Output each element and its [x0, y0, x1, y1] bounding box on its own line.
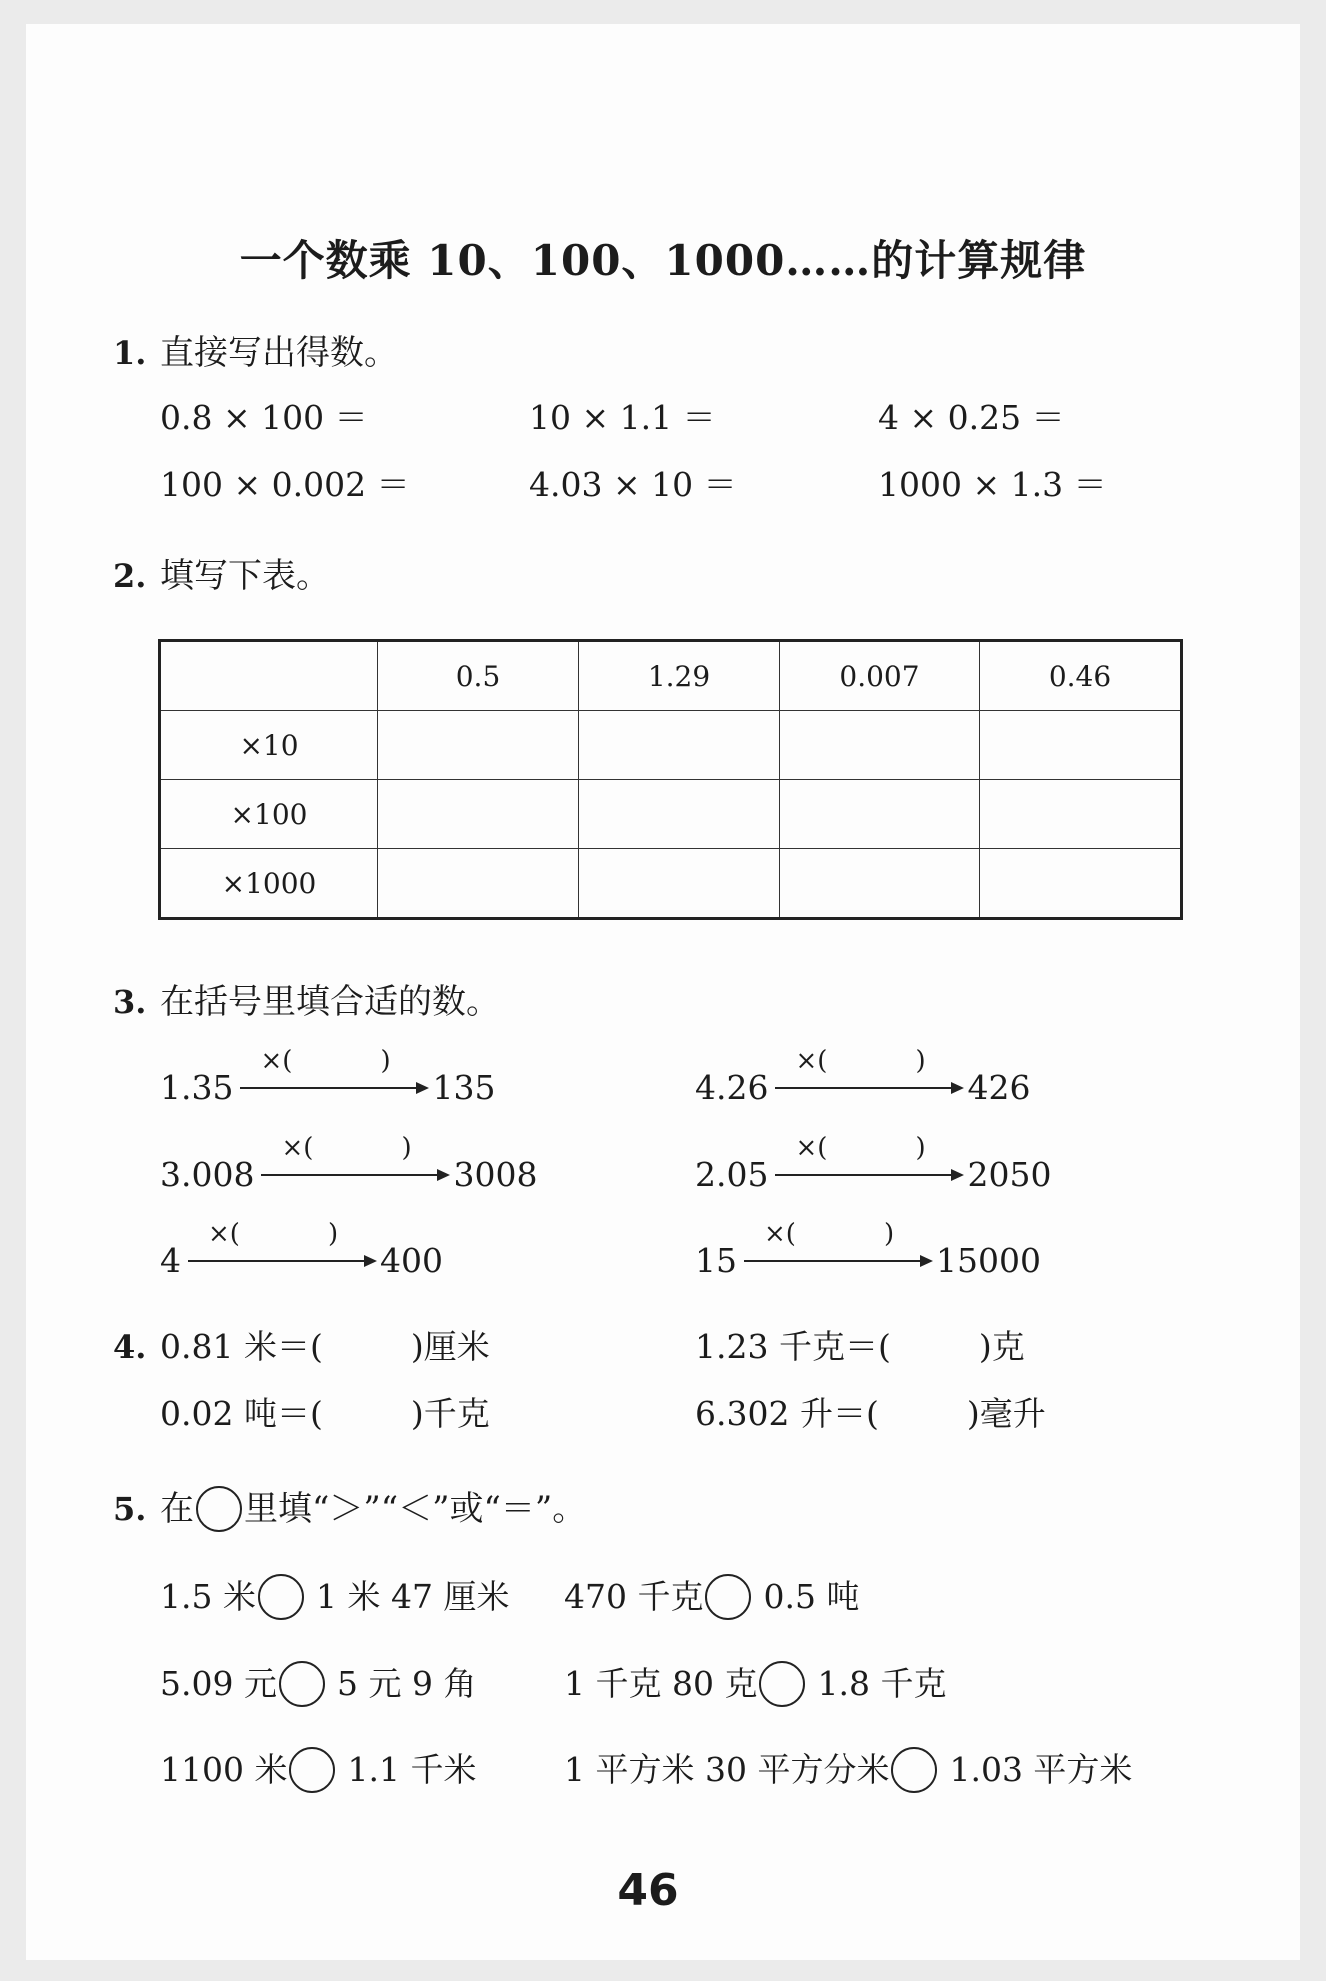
table-answer-cell — [378, 780, 579, 849]
table-row — [160, 780, 1182, 849]
compare-circle-icon — [289, 1747, 335, 1793]
q4-unit-problem — [113, 1327, 490, 1367]
compare-left: 1 平方米 30 平方分米 — [564, 1750, 890, 1789]
compare-right: 0.5 吨 — [763, 1577, 860, 1616]
compare-circle-icon — [196, 1486, 242, 1532]
arrow-to-value: 135 — [432, 1068, 496, 1107]
q1-prompt: 直接写出得数。 — [160, 333, 398, 373]
q5-prompt-before: 在 — [160, 1489, 194, 1529]
table-corner-cell — [160, 641, 378, 711]
arrow-operator-open: ×( — [795, 1046, 828, 1076]
unit-problem-after: )千克 — [410, 1394, 490, 1433]
unit-problem-before: 0.81 米＝( — [160, 1327, 323, 1366]
q3-number: 3. — [113, 983, 147, 1021]
arrow-icon — [240, 1046, 429, 1108]
arrow-to-value: 426 — [967, 1068, 1031, 1107]
unit-problem-before: 6.302 升＝( — [695, 1394, 879, 1433]
page-title: 一个数乘 10、100、1000……的计算规律 — [239, 236, 1087, 285]
arrow-operator-close: ) — [401, 1133, 412, 1163]
unit-problem-after: )厘米 — [410, 1327, 490, 1366]
table-answer-cell — [780, 780, 980, 849]
unit-problem-before: 1.23 千克＝( — [695, 1327, 891, 1366]
table-column-header: 0.5 — [378, 641, 579, 711]
q3-arrow-problem — [695, 1219, 1041, 1281]
arrow-operator-close: ) — [915, 1046, 926, 1076]
arrow-from-value: 4 — [160, 1241, 181, 1280]
arrow-to-value: 3008 — [453, 1155, 538, 1194]
compare-circle-icon — [891, 1747, 937, 1793]
q2-number: 2. — [113, 557, 147, 595]
q5-number: 5. — [113, 1490, 147, 1528]
table-answer-cell — [980, 780, 1182, 849]
q2-prompt: 填写下表。 — [160, 556, 330, 596]
compare-left: 1 千克 80 克 — [564, 1664, 758, 1703]
compare-left: 1.5 米 — [160, 1577, 256, 1616]
q5-compare-problem — [564, 1661, 946, 1707]
table-header-row — [160, 641, 1182, 711]
table-answer-cell — [378, 711, 579, 780]
arrow-operator-open: ×( — [260, 1046, 293, 1076]
q5-compare-problem — [160, 1747, 476, 1793]
arrow-to-value: 15000 — [936, 1241, 1041, 1280]
arrow-from-value: 15 — [695, 1241, 737, 1280]
q1-number: 1. — [113, 334, 147, 372]
compare-circle-icon — [258, 1574, 304, 1620]
arrow-icon — [744, 1219, 933, 1281]
q5-prompt-after: 里填“＞”“＜”或“＝”。 — [244, 1489, 587, 1529]
q3-arrow-problem — [160, 1133, 538, 1195]
compare-circle-icon — [279, 1661, 325, 1707]
q4-unit-problem — [695, 1394, 1046, 1434]
compare-circle-icon — [759, 1661, 805, 1707]
unit-problem-before: 0.02 吨＝( — [160, 1394, 323, 1433]
arrow-operator-close: ) — [884, 1219, 895, 1249]
compare-right: 1.1 千米 — [347, 1750, 477, 1789]
q1-problem: 0.8 × 100 ＝ — [160, 398, 368, 437]
arrow-operator-open: ×( — [208, 1219, 240, 1249]
table-column-header: 0.46 — [980, 641, 1182, 711]
table-row-label: ×10 — [160, 711, 378, 780]
arrow-icon — [775, 1046, 964, 1108]
arrow-operator-open: ×( — [764, 1219, 796, 1249]
arrow-from-value: 2.05 — [695, 1155, 769, 1194]
q3-prompt: 在括号里填合适的数。 — [160, 982, 500, 1022]
table-answer-cell — [780, 711, 980, 780]
q5-compare-problem — [564, 1574, 859, 1620]
compare-right: 1.8 千克 — [817, 1664, 947, 1703]
table-row — [160, 711, 1182, 780]
q5-heading — [113, 1486, 586, 1532]
table-column-header: 1.29 — [579, 641, 780, 711]
multiplication-table — [158, 639, 1183, 920]
table-answer-cell — [780, 849, 980, 919]
arrow-operator-open: ×( — [281, 1133, 314, 1163]
compare-right: 1.03 平方米 — [949, 1750, 1133, 1789]
q5-compare-problem — [160, 1661, 476, 1707]
arrow-operator-close: ) — [328, 1219, 339, 1249]
q2-heading — [113, 556, 330, 596]
table-row-label: ×100 — [160, 780, 378, 849]
q1-problem: 4.03 × 10 ＝ — [529, 465, 737, 504]
arrow-operator-open: ×( — [795, 1133, 828, 1163]
arrow-icon — [775, 1133, 964, 1195]
arrow-to-value: 2050 — [967, 1155, 1052, 1194]
compare-circle-icon — [705, 1574, 751, 1620]
table-column-header: 0.007 — [780, 641, 980, 711]
compare-right: 5 元 9 角 — [336, 1664, 477, 1703]
q4-unit-problem — [160, 1394, 490, 1434]
q4-unit-problem — [695, 1327, 1025, 1367]
arrow-operator-close: ) — [380, 1046, 391, 1076]
q1-problem: 10 × 1.1 ＝ — [529, 398, 716, 437]
arrow-from-value: 4.26 — [695, 1068, 769, 1107]
q1-problem: 100 × 0.002 ＝ — [160, 465, 410, 504]
q3-arrow-problem — [695, 1046, 1031, 1108]
unit-problem-after: )毫升 — [966, 1394, 1046, 1433]
q3-heading — [113, 982, 500, 1022]
compare-left: 5.09 元 — [160, 1664, 277, 1703]
table-row — [160, 849, 1182, 919]
q5-compare-problem — [564, 1747, 1132, 1793]
q3-arrow-problem — [695, 1133, 1052, 1195]
table-answer-cell — [378, 849, 579, 919]
page-number: 46 — [617, 1865, 679, 1916]
table-answer-cell — [579, 711, 780, 780]
arrow-from-value: 1.35 — [160, 1068, 234, 1107]
compare-right: 1 米 47 厘米 — [315, 1577, 510, 1616]
arrow-to-value: 400 — [380, 1241, 443, 1280]
q5-compare-problem — [160, 1574, 509, 1620]
compare-left: 1100 米 — [160, 1750, 288, 1789]
table-row-label: ×1000 — [160, 849, 378, 919]
arrow-from-value: 3.008 — [160, 1155, 255, 1194]
table-answer-cell — [579, 849, 780, 919]
table-answer-cell — [980, 849, 1182, 919]
table-answer-cell — [980, 711, 1182, 780]
table-answer-cell — [579, 780, 780, 849]
arrow-icon — [261, 1133, 450, 1195]
compare-left: 470 千克 — [564, 1577, 704, 1616]
arrow-operator-close: ) — [915, 1133, 926, 1163]
q1-problem: 4 × 0.25 ＝ — [878, 398, 1065, 437]
q1-problem: 1000 × 1.3 ＝ — [878, 465, 1107, 504]
q3-arrow-problem — [160, 1219, 443, 1281]
q1-heading — [113, 333, 398, 373]
q4-number: 4. — [113, 1328, 147, 1366]
arrow-icon — [188, 1219, 377, 1281]
unit-problem-after: )克 — [978, 1327, 1025, 1366]
q3-arrow-problem — [160, 1046, 496, 1108]
